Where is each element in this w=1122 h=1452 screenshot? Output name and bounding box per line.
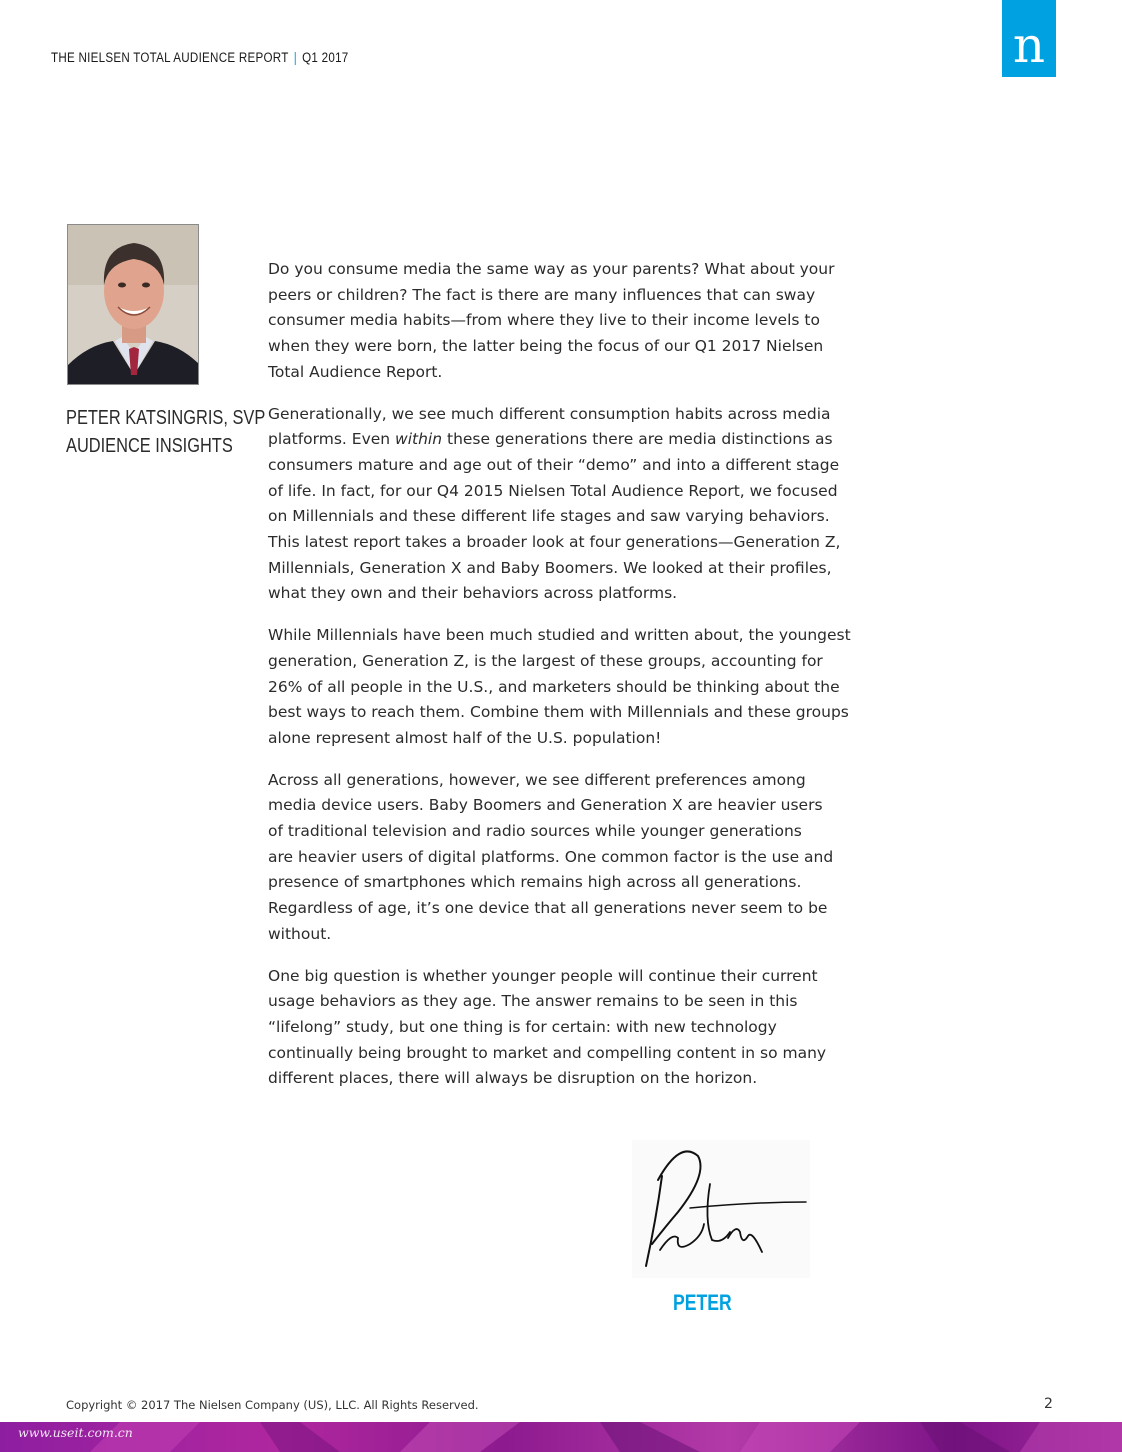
signature-name: PETER [673,1290,732,1315]
author-name-title [66,404,266,460]
letter-paragraph-5: One big question is whether younger people will continue their current usage behaviors as they age. The answer remains to be seen in this “lifelong” study, but one thing is for certain: with new technology continually being brought to market and compelling content in so many different places, there will always be disruption on the horizon. [268,966,827,1088]
nielsen-logo-letter: n [1012,16,1046,74]
report-header [51,50,349,65]
decorative-footer-band [0,1422,1122,1452]
handwritten-signature-icon [632,1140,810,1278]
copyright-notice: Copyright © 2017 The Nielsen Company (US), LLC. All Rights Reserved. [66,1398,479,1412]
letter-paragraph-3: While Millennials have been much studied and written about, the youngest generation, Generation Z, is the largest of these groups, accounting for 26% of all people in the U.S., and marketers should be thinking about the best ways to reach them. Combine them with Millennials and these groups alone represent almost half of the U.S. population! [268,626,851,747]
letter-paragraph-1: Do you consume media the same way as your parents? What about your peers or children? The fact is there are many influences that can sway consumer media habits—from where they live to their income levels to when they were born, the latter being the focus of our Q1 2017 Nielsen Total Audience Report. [268,260,835,381]
paragraph-2-text-start: Generationally, we see much different consumption habits across media platforms. Even [268,404,831,449]
letter-paragraph-4: Across all generations, however, we see different preferences among media device users. Baby Boomers and Generation X are heavier users of traditional television and radio sources while younger generations are heavier users of digital platforms. One common factor is the use and presence of smartphones which remains high across all generations. Regardless of age, it’s one device that all generations never seem to be without. [268,770,834,943]
portrait-photo-icon [68,225,199,385]
nielsen-logo [1002,0,1056,77]
header-separator: | [293,50,297,65]
author-name: PETER KATSINGRIS, SVP [66,407,266,429]
site-watermark: www.useit.com.cn [18,1425,133,1440]
author-portrait-photo [67,224,199,385]
page-number: 2 [1044,1396,1053,1412]
report-period: Q1 2017 [302,50,349,65]
paragraph-2-text-end: these generations there are media distinctions as consumers mature and age out of their “demo” and into a different stage of life. In fact, for our Q4 2015 Nielsen Total Audience Report, we focused on Millennials and these different life stages and saw varying behaviors. This latest report takes a broader look at four generations—Generation Z, Millennials, Generation X and Baby Boomers. We looked at their profiles, what they own and their behaviors across platforms. [268,430,841,603]
letter-body [268,257,868,1108]
report-title: THE NIELSEN TOTAL AUDIENCE REPORT [51,50,289,65]
author-title: AUDIENCE INSIGHTS [66,435,233,457]
letter-paragraph-2 [268,402,868,608]
paragraph-2-emphasis: within [395,430,443,449]
